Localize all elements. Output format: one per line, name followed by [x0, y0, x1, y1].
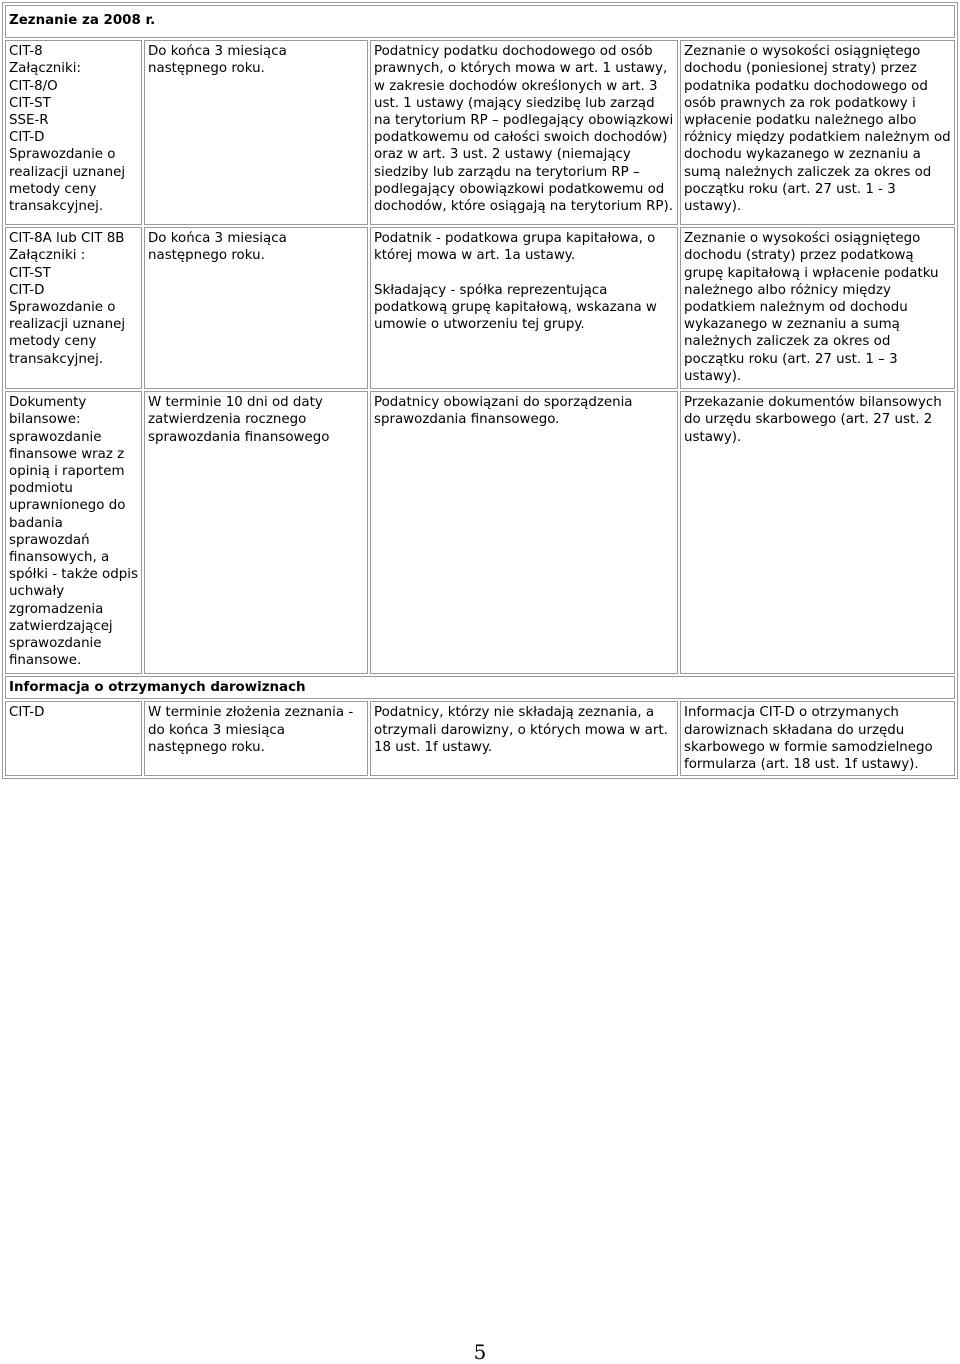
form-line: Sprawozdanie o realizacji uznanej metody ceny transakcyjnej. — [9, 147, 126, 215]
deadline-cell: Do końca 3 miesiąca następnego roku. — [144, 40, 368, 225]
form-line: CIT-8/O — [9, 78, 58, 94]
table-row — [5, 40, 955, 225]
form-line: CIT-8A lub CIT 8B — [9, 231, 125, 247]
form-cell: CIT-D — [5, 701, 142, 776]
taxpayer-cell: Podatnicy podatku dochodowego od osób prawnych, o których mowa w art. 1 ustawy, w zakresie dochodów określonych w art. 3 ust. 1 ustawy (mający siedzibę lub zarząd na terytorium RP – podlegający obowiązkowi podatkowemu od całości swoich dochodów) oraz w art. 3 ust. 2 ustawy (niemający siedziby lub zarządu na terytorium RP – podlegający obowiązkowi podatkowemu od dochodów, które osiągają na terytorium RP). — [370, 40, 678, 225]
notes-cell: Informacja CIT-D o otrzymanych darowiznach składana do urzędu skarbowego w formie samodzielnego formularza (art. 18 ust. 1f ustawy). — [680, 701, 955, 776]
table-row — [5, 701, 955, 776]
taxpayer-cell — [370, 227, 678, 389]
notes-cell: Przekazanie dokumentów bilansowych do urzędu skarbowego (art. 27 ust. 2 ustawy). — [680, 391, 955, 674]
document-table — [2, 2, 958, 779]
taxpayer-cell: Podatnicy obowiązani do sporządzenia sprawozdania finansowego. — [370, 391, 678, 674]
section-heading-row — [5, 5, 955, 38]
section-title-donations: Informacja o otrzymanych darowiznach — [5, 676, 955, 699]
form-line: CIT-D — [9, 282, 45, 298]
page-number: 5 — [473, 1340, 487, 1364]
notes-cell: Zeznanie o wysokości osiągniętego dochodu (poniesionej straty) przez podatnika podatku dochodowego od osób prawnych za rok podatkowy i wpłacenie podatku należnego albo różnicy między podatkiem należnym od dochodu wykazanego w zeznaniu a sumą należnych zaliczek za okres od początku roku (art. 27 ust. 1 - 3 ustawy). — [680, 40, 955, 225]
table-row — [5, 391, 955, 674]
form-cell: Dokumenty bilansowe: sprawozdanie finansowe wraz z opinią i raportem podmiotu uprawnionego do badania sprawozdań finansowych, a spółki - także odpis uchwały zgromadzenia zatwierdzającej sprawozdanie finansowe. — [5, 391, 142, 674]
section-heading-row — [5, 676, 955, 699]
deadline-cell: W terminie złożenia zeznania - do końca 3 miesiąca następnego roku. — [144, 701, 368, 776]
form-line: CIT-8 — [9, 44, 43, 60]
form-line: Załączniki : — [9, 248, 86, 264]
form-line: Załączniki: — [9, 61, 81, 77]
deadline-cell: Do końca 3 miesiąca następnego roku. — [144, 227, 368, 389]
form-line: SSE-R — [9, 113, 49, 129]
notes-cell: Zeznanie o wysokości osiągniętego dochodu (straty) przez podatkową grupę kapitałową i wpłacenie podatku należnego albo różnicy między podatkiem należnym od dochodu wykazanego w zeznaniu a sumą należnych zaliczek za okres od początku roku (art. 27 ust. 1 – 3 ustawy). — [680, 227, 955, 389]
form-cell — [5, 40, 142, 225]
taxpayer-cell: Podatnicy, którzy nie składają zeznania, a otrzymali darowizny, o których mowa w art. 18 ust. 1f ustawy. — [370, 701, 678, 776]
form-cell — [5, 227, 142, 389]
form-line: CIT-ST — [9, 95, 51, 111]
taxpayer-paragraph: Podatnik - podatkowa grupa kapitałowa, o której mowa w art. 1a ustawy. — [374, 231, 656, 264]
section-title-declaration: Zeznanie za 2008 r. — [5, 5, 955, 38]
table-row — [5, 227, 955, 389]
form-line: CIT-D — [9, 130, 45, 146]
deadline-cell: W terminie 10 dni od daty zatwierdzenia rocznego sprawozdania finansowego — [144, 391, 368, 674]
taxpayer-paragraph: Składający - spółka reprezentująca podatkową grupę kapitałową, wskazana w umowie o utworzeniu tej grupy. — [374, 282, 657, 333]
form-line: CIT-ST — [9, 265, 51, 281]
form-line: Sprawozdanie o realizacji uznanej metody ceny transakcyjnej. — [9, 300, 126, 367]
